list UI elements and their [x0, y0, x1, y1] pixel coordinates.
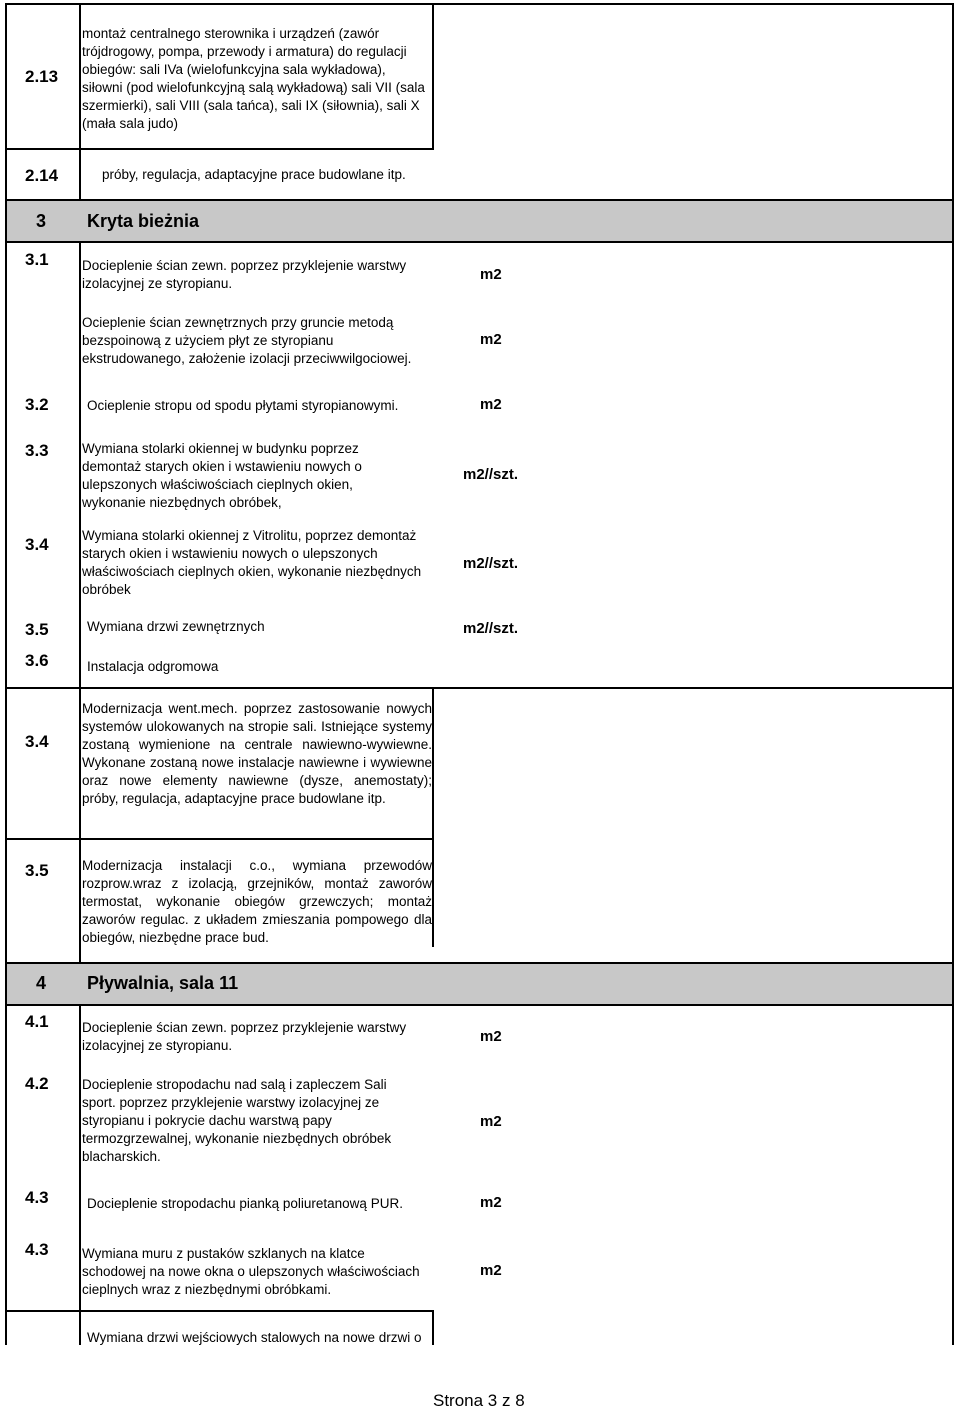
cell-border — [5, 1310, 434, 1312]
item-number: 3.5 — [25, 861, 49, 880]
item-unit: m2 — [480, 266, 502, 283]
table-border-right — [952, 3, 954, 1345]
page-number: Strona 3 z 8 — [433, 1391, 525, 1410]
item-description: Docieplenie stropodachu pianką poliuretanową PUR. — [87, 1196, 403, 1211]
item-description: Wymiana stolarki okiennej z Vitrolitu, poprzez demontaż starych okien i wstawieniu nowych o ulepszonych właściwościach cieplnych okien, wykonanie niezbędnych obróbek — [82, 528, 422, 597]
item-description: Ocieplenie stropu od spodu płytami styropianowymi. — [87, 398, 399, 413]
cell-border — [5, 687, 954, 689]
item-number: 3.3 — [25, 441, 49, 460]
item-number: 3.5 — [25, 620, 49, 639]
item-number: 3.6 — [25, 651, 49, 670]
item-description: próby, regulacja, adaptacyjne prace budowlane itp. — [102, 167, 406, 182]
item-number: 4.3 — [25, 1188, 49, 1207]
item-unit: m2 — [480, 396, 502, 413]
item-description: Docieplenie ścian zewn. poprzez przyklejenie warstwy izolacyjnej ze styropianu. — [82, 1020, 407, 1053]
item-description: Ocieplenie ścian zewnętrznych przy gruncie metodą bezspoinową z użyciem płyt ze styropianu ekstrudowanego, założenie izolacji przeciwwilgociowej. — [82, 315, 412, 366]
item-number: 3.1 — [25, 250, 49, 269]
item-description: Wymiana drzwi zewnętrznych — [87, 619, 265, 634]
cell-border — [432, 3, 434, 150]
item-number: 4.1 — [25, 1012, 49, 1031]
item-unit: m2 — [480, 1194, 502, 1211]
table-border-top — [5, 3, 954, 5]
cell-border — [5, 199, 954, 201]
cell-border — [432, 1310, 434, 1345]
item-description: Modernizacja instalacji c.o., wymiana przewodów rozprow.wraz z izolacją, grzejników, montaż zaworów termostat, wykonanie obiegów grzewczych; montaż zaworów regulac. z układem zmieszania pompowego dla obiegów, niezbędne prace bud. — [82, 858, 432, 945]
item-unit: m2 — [480, 1113, 502, 1130]
cell-border — [5, 1004, 954, 1006]
item-number: 3.4 — [25, 535, 49, 554]
item-description: Wymiana drzwi wejściowych stalowych na nowe drzwi o — [87, 1330, 422, 1345]
cell-border — [5, 838, 434, 840]
item-description: Modernizacja went.mech. poprzez zastosowanie nowych systemów ulokowanych na stropie sali. Istniejące systemy zostaną wymienione na centrale nawiewno-wywiewne. Wykonane zostaną nowe instalacje nawiewne i wywiewne oraz nowe elementy nawiewne (dysze, anemostaty); próby, regulacja, adaptacyjne prace budowlane itp. — [82, 701, 432, 806]
item-description: montaż centralnego sterownika i urządzeń (zawór trójdrogowy, pompa, przewody i armatura) do regulacji obiegów: sali IVa (wielofunkcyjna sala wykładowa), siłowni (pod wielofunkcyjną salą wykładową) sali VII (sala szermierki), sali VIII (sala tańca), sali IX (siłownia), sali X (mała sala judo) — [82, 26, 425, 131]
item-unit: m2//szt. — [463, 466, 519, 483]
item-description: Docieplenie stropodachu nad salą i zapleczem Sali sport. poprzez przyklejenie warstwy izolacyjnej ze styropianu i pokrycie dachu warstwą papy termozgrzewalnej, wykonanie niezbędnych obróbek blacharskich. — [82, 1077, 392, 1164]
item-description: Wymiana stolarki okiennej w budynku poprzez demontaż starych okien i wstawieniu nowych o ulepszonych właściwościach cieplnych okien, wykonanie niezbędnych obróbek, — [82, 441, 362, 510]
item-number: 3.2 — [25, 395, 49, 414]
item-unit: m2//szt. — [463, 555, 519, 572]
section-title: Pływalnia, sala 11 — [87, 973, 239, 993]
item-number: 2.13 — [25, 67, 59, 86]
item-number: 4.3 — [25, 1240, 49, 1259]
cell-border — [5, 241, 954, 243]
cell-border — [5, 148, 434, 150]
item-number: 2.14 — [25, 166, 59, 185]
item-number: 4.2 — [25, 1074, 49, 1093]
section-title: Kryta bieżnia — [87, 211, 200, 231]
item-description: Instalacja odgromowa — [87, 659, 219, 674]
item-unit: m2//szt. — [463, 620, 519, 637]
item-unit: m2 — [480, 1262, 502, 1279]
item-description: Wymiana muru z pustaków szklanych na klatce schodowej na nowe okna o ulepszonych właściwościach cieplnych wraz z niezbędnymi obróbkami. — [82, 1246, 420, 1297]
section-number: 3 — [36, 211, 47, 231]
cell-border — [5, 962, 954, 964]
cell-border — [432, 687, 434, 947]
item-unit: m2 — [480, 331, 502, 348]
item-unit: m2 — [480, 1028, 502, 1045]
item-number: 3.4 — [25, 732, 49, 751]
item-description: Docieplenie ścian zewn. poprzez przyklejenie warstwy izolacyjnej ze styropianu. — [82, 258, 407, 291]
section-number: 4 — [36, 973, 47, 993]
